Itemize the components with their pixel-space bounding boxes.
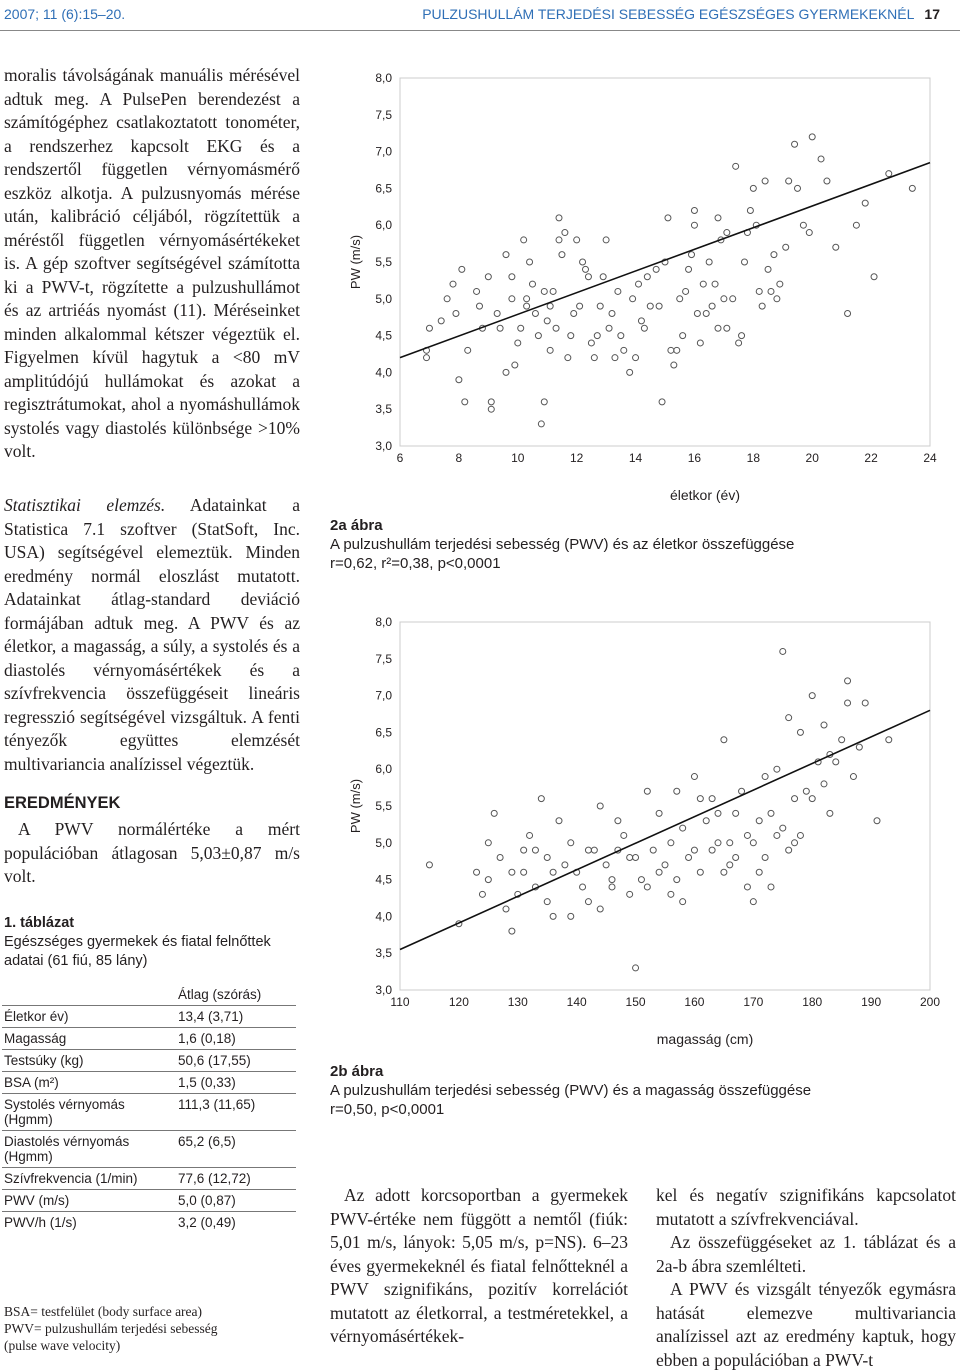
y-tick-label: 6,0 [375,762,392,777]
header-running-title [422,6,940,22]
x-tick-label: 14 [628,451,643,465]
running-title: PULZUSHULLÁM TERJEDÉSI SEBESSÉG EGÉSZSÉGES GYERMEKEKNÉL [422,6,915,22]
footnote: PWV= pulzushullám terjedési sebesség [4,1321,218,1336]
y-tick-label: 7,0 [375,144,392,159]
x-tick-label: 20 [805,451,819,465]
row-label: Testsúky (kg) [2,1050,176,1072]
figure-2b-stats: r=0,50, p<0,0001 [330,1101,445,1118]
stats-text-block [4,494,300,776]
row-value: 1,5 (0,33) [176,1072,296,1094]
footnote: BSA= testfelület (body surface area) [4,1304,203,1319]
y-tick-label: 6,0 [375,218,392,233]
row-value: 65,2 (6,5) [176,1131,296,1168]
table-row [2,1168,296,1190]
methods-text: moralis távolságának manuális mérésével adtuk meg. A PulsePen berendezést a számítógéphez csatlakoztatott tonométer, a rendszerhez kapcsolt EKG és a rendszertől független vérnyomásmérő eszköz alkotja. A pulzusnyomás mérése után, kalibráció céljából, rögzítettük a méréstől független vérnyomásértékeket is. A gép szoftver segítségével számította ki a PWV-t, rögzítette a pulzushullámot és az artriéás nyomást (11). Méréseinket minden alkalommal kétszer végeztük el. Figyelmen kívül hagytuk a <80 mV amplitúdójú hullámokat és azokat a regisztrátumokat, ahol a nyomáshullámok systolés vagy diastolés különbsége >10% volt. [4,65,300,461]
results-text: A PWV normálértéke a mért populációban átlagosan 5,03±0,87 m/s volt. [4,819,300,886]
table1-footnotes [4,1303,217,1354]
x-tick-label: 6 [396,451,404,465]
row-value: 50,6 (17,55) [176,1050,296,1072]
x-tick-label: 12 [569,451,584,465]
table1-caption [4,914,294,971]
row-label: PWV (m/s) [2,1190,176,1212]
table-row [2,1094,296,1131]
stats-paragraph [4,494,300,776]
row-label: BSA (m²) [2,1072,176,1094]
x-tick-label: 110 [390,995,410,1009]
row-value: 1,6 (0,18) [176,1028,296,1050]
row-label: PWV/h (1/s) [2,1212,176,1234]
col3-para-c: A PWV és vizsgált tényezők egymásra hatását elemezve multivariancia analízissel azt az eredmény kaptuk, hogy ebben a populációban a PWV-t [656,1279,956,1370]
x-tick-label: 24 [923,451,937,465]
table-row [2,1050,296,1072]
x-tick-label: 130 [507,995,528,1009]
y-axis-label: PW (m/s) [348,778,363,834]
y-tick-label: 8,0 [375,615,392,629]
figure-2b-caption-text: A pulzushullám terjedési sebesség (PWV) és a magasság összefüggése [330,1082,812,1099]
table1 [2,984,296,1233]
col3-para-b: Az összefüggéseket az 1. táblázat és a 2a-b ábra szemlélteti. [656,1232,956,1276]
x-axis-label: életkor (év) [669,487,741,503]
table-row [2,1212,296,1234]
y-axis-label: PW (m/s) [348,234,363,290]
y-tick-label: 8,0 [375,71,392,85]
chart-2a [340,60,950,510]
y-tick-label: 5,0 [375,291,392,306]
row-value: 5,0 (0,87) [176,1190,296,1212]
stats-text: Adatainkat a Statistica 7.1 szoftver (StatSoft, Inc. USA) segítségével elemeztük. Minden eredmény normál eloszlást mutatott. Adatainkat átlag-standard deviáció formájában adtuk meg. A PWV és az életkor, a magasság, a súly, a systolés és a diastolés vérnyomásértékek és a szívfrekvencia összefüggéseit lineáris regresszió segítségével vizsgáltuk. A fenti tényezők együttes elemzését multivariancia analízissel végeztük. [4,495,301,774]
chart-background [340,60,950,510]
results-col3 [656,1184,956,1372]
x-tick-label: 22 [864,451,878,465]
y-tick-label: 4,5 [375,872,392,887]
x-tick-label: 16 [687,451,702,465]
row-label: Systolés vérnyomás (Hgmm) [2,1094,176,1131]
y-tick-label: 3,5 [375,946,392,961]
y-tick-label: 3,5 [375,402,392,417]
row-value: 13,4 (3,71) [176,1006,296,1028]
results-heading: EREDMÉNYEK [4,794,121,812]
figure-2a-stats: r=0,62, r²=0,38, p<0,0001 [330,555,501,572]
x-tick-label: 8 [455,451,463,465]
y-tick-label: 4,0 [375,365,392,380]
table1-title: Egészséges gyermekek és fiatal felnőttek adatai (61 fiú, 85 lány) [4,934,271,969]
table1-label: 1. táblázat [4,915,75,931]
row-label: Diastolés vérnyomás (Hgmm) [2,1131,176,1168]
y-tick-label: 6,5 [375,181,392,196]
x-tick-label: 150 [625,995,646,1009]
x-tick-label: 18 [746,451,761,465]
y-tick-label: 7,0 [375,688,392,703]
row-value: 77,6 (12,72) [176,1168,296,1190]
table-row [2,1028,296,1050]
methods-paragraph [4,64,300,464]
figure-2b-caption [330,1062,930,1119]
row-label: Életkor év) [2,1006,176,1028]
figure-2a-caption [330,516,930,573]
row-value: 111,3 (11,65) [176,1094,296,1131]
y-tick-label: 5,5 [375,255,392,269]
x-tick-label: 10 [511,451,525,465]
y-tick-label: 3,0 [375,983,392,997]
y-tick-label: 4,0 [375,909,392,924]
chart-background [340,604,950,1054]
x-tick-label: 160 [684,995,705,1009]
col3-para-a: kel és negatív szignifikáns kapcsolatot mutatott a szívfrekvenciával. [656,1185,956,1229]
header-rule [0,30,960,31]
chart-2b [340,604,950,1054]
results-col2-text: Az adott korcsoportban a gyermekek PWV-értéke nem függött a nemtől (fiúk: 5,01 m/s, lányok: 5,05 m/s, p=NS). 6–23 éves gyermekeknél és fiatal felnőtteknél a PWV szignifikáns, pozitív korrelációt mutatott az életkorral, a testméretekkel, a vérnyomásértékek- [330,1185,628,1346]
row-label: Szívfrekvencia (1/min) [2,1168,176,1190]
figure-2b-label: 2b ábra [330,1063,384,1080]
x-axis-label: magasság (cm) [656,1031,754,1047]
y-tick-label: 6,5 [375,725,392,740]
y-tick-label: 7,5 [375,107,392,122]
x-tick-label: 140 [566,995,587,1009]
stats-title: Statisztikai elemzés. [4,495,166,515]
y-tick-label: 5,5 [375,799,392,813]
header-citation: 2007; 11 (6):15–20. [4,6,126,22]
x-tick-label: 120 [448,995,469,1009]
x-tick-label: 170 [743,995,764,1009]
table-row [2,1072,296,1094]
figure-2a-label: 2a ábra [330,517,383,534]
y-tick-label: 7,5 [375,651,392,666]
row-value: 3,2 (0,49) [176,1212,296,1234]
x-tick-label: 200 [919,995,941,1009]
y-tick-label: 4,5 [375,328,392,343]
x-tick-label: 190 [861,995,882,1009]
figure-2a-caption-text: A pulzushullám terjedési sebesség (PWV) és az életkor összefüggése [330,536,795,553]
table-row [2,1131,296,1168]
table-row [2,1190,296,1212]
table-row [2,1006,296,1028]
table1-col-header: Átlag (szórás) [178,987,262,1002]
y-tick-label: 3,0 [375,439,392,453]
x-tick-label: 180 [802,995,823,1009]
y-tick-label: 5,0 [375,835,392,850]
footnote: (pulse wave velocity) [4,1338,121,1353]
row-label: Magasság [2,1028,176,1050]
page-number: 17 [924,6,940,22]
